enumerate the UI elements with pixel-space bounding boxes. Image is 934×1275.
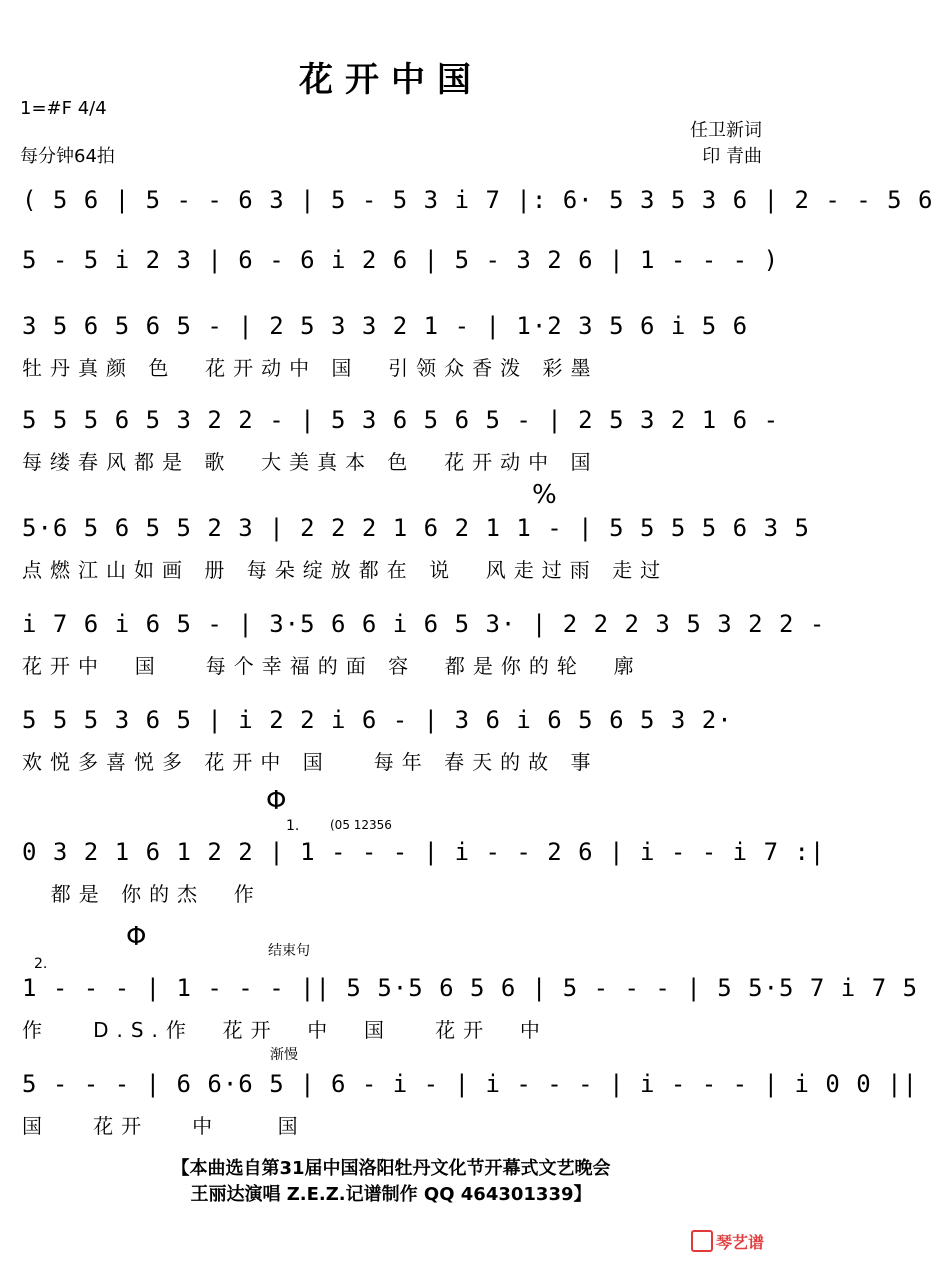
notes-line-9: 1 - - - | 1 - - - || 5 5·5 6 5 6 | 5 - - - | 5 5·5 7 i 7 5: [22, 974, 919, 1002]
grace-notes: (05 12356: [330, 818, 392, 832]
staff-system-9: [22, 974, 919, 1042]
notes-line-7: 5 5 5 3 6 5 | i 2 2 i 6 - | 3 6 i 6 5 6 5 3 2·: [22, 706, 733, 734]
footer-line-1: 【本曲选自第31届中国洛阳牡丹文化节开幕式文艺晚会: [171, 1158, 611, 1179]
footer-line-2: 王丽达演唱 Z.E.Z.记谱制作 QQ 464301339】: [190, 1184, 592, 1205]
lyrics-line-7: 欢悦多喜悦多 花开中 国 每年 春天的故 事: [22, 750, 599, 774]
first-ending-label: 1.: [286, 818, 300, 834]
lyrics-line-3: 牡丹真颜 色 花开动中 国 引领众香泼 彩墨: [22, 356, 599, 380]
lyrics-line-8: 都是 你的杰 作: [22, 882, 262, 906]
ending-phrase-label: 结束句: [268, 943, 310, 959]
staff-system-5: [22, 514, 810, 582]
logo-text: 琴艺谱: [715, 1233, 764, 1252]
staff-system-3: [22, 312, 762, 380]
staff-system-7: [22, 706, 762, 774]
tempo: 每分钟64拍: [20, 146, 115, 167]
notes-line-10: 5 - - - | 6 6·6 5 | 6 - i - | i - - - | i - - - | i 0 0 ||: [22, 1070, 919, 1098]
notes-line-6: i 7 6 i 6 5 - | 3·5 6 6 i 6 5 3· | 2 2 2 3 5 3 2 2 -: [22, 610, 826, 638]
ritardando-label: 渐慢: [270, 1047, 298, 1063]
notes-line-5: 5·6 5 6 5 5 2 3 | 2 2 2 1 6 2 1 1 - | 5 5 5 5 6 3 5: [22, 514, 810, 542]
staff-system-6: [22, 610, 826, 678]
coda-sign: Φ: [266, 786, 287, 816]
staff-system-8: [22, 838, 826, 906]
lyrics-line-5: 点燃江山如画 册 每朵绽放都在 说 风走过雨 走过: [22, 558, 669, 582]
staff-system-1: [22, 186, 934, 250]
lyricist-credit: 任卫新词: [690, 120, 762, 141]
lyrics-line-9: 作 D.S.作 花开 中 国 花开 中: [22, 1018, 548, 1042]
lyrics-line-6: 花开中 国 每个幸福的面 容 都是你的轮 廓: [22, 654, 642, 678]
site-logo: [691, 1230, 764, 1253]
notes-line-4: 5 5 5 6 5 3 2 2 - | 5 3 6 5 6 5 - | 2 5 3 2 1 6 -: [22, 406, 780, 434]
staff-system-10: [22, 1070, 919, 1138]
notes-line-8: 0 3 2 1 6 1 2 2 | 1 - - - | i - - 2 6 | i - - i 7 :|: [22, 838, 826, 866]
key-signature: 1=#F 4/4: [20, 98, 107, 119]
notes-line-2: 5 - 5 i 2 3 | 6 - 6 i 2 6 | 5 - 3 2 6 | 1 - - - ): [22, 246, 780, 274]
notes-line-3: 3 5 6 5 6 5 - | 2 5 3 3 2 1 - | 1·2 3 5 6 i 5 6: [22, 312, 749, 340]
lyrics-line-4: 每缕春风都是 歌 大美真本 色 花开动中 国: [22, 450, 599, 474]
composer-credit: 印 青曲: [702, 146, 762, 167]
logo-icon: [691, 1230, 713, 1252]
lyrics-line-10: 国 花开 中 国: [22, 1114, 306, 1138]
segno-sign: %: [532, 480, 557, 510]
staff-system-2: [22, 246, 780, 310]
second-ending-label: 2.: [34, 956, 48, 972]
song-title: 花开中国: [299, 60, 483, 100]
notes-line-1: ( 5 6 | 5 - - 6 3 | 5 - 5 3 i 7 |: 6· 5 3 5 3 6 | 2 - - 5 6: [22, 186, 934, 214]
coda-sign-2: Φ: [126, 922, 147, 952]
staff-system-4: [22, 406, 780, 474]
